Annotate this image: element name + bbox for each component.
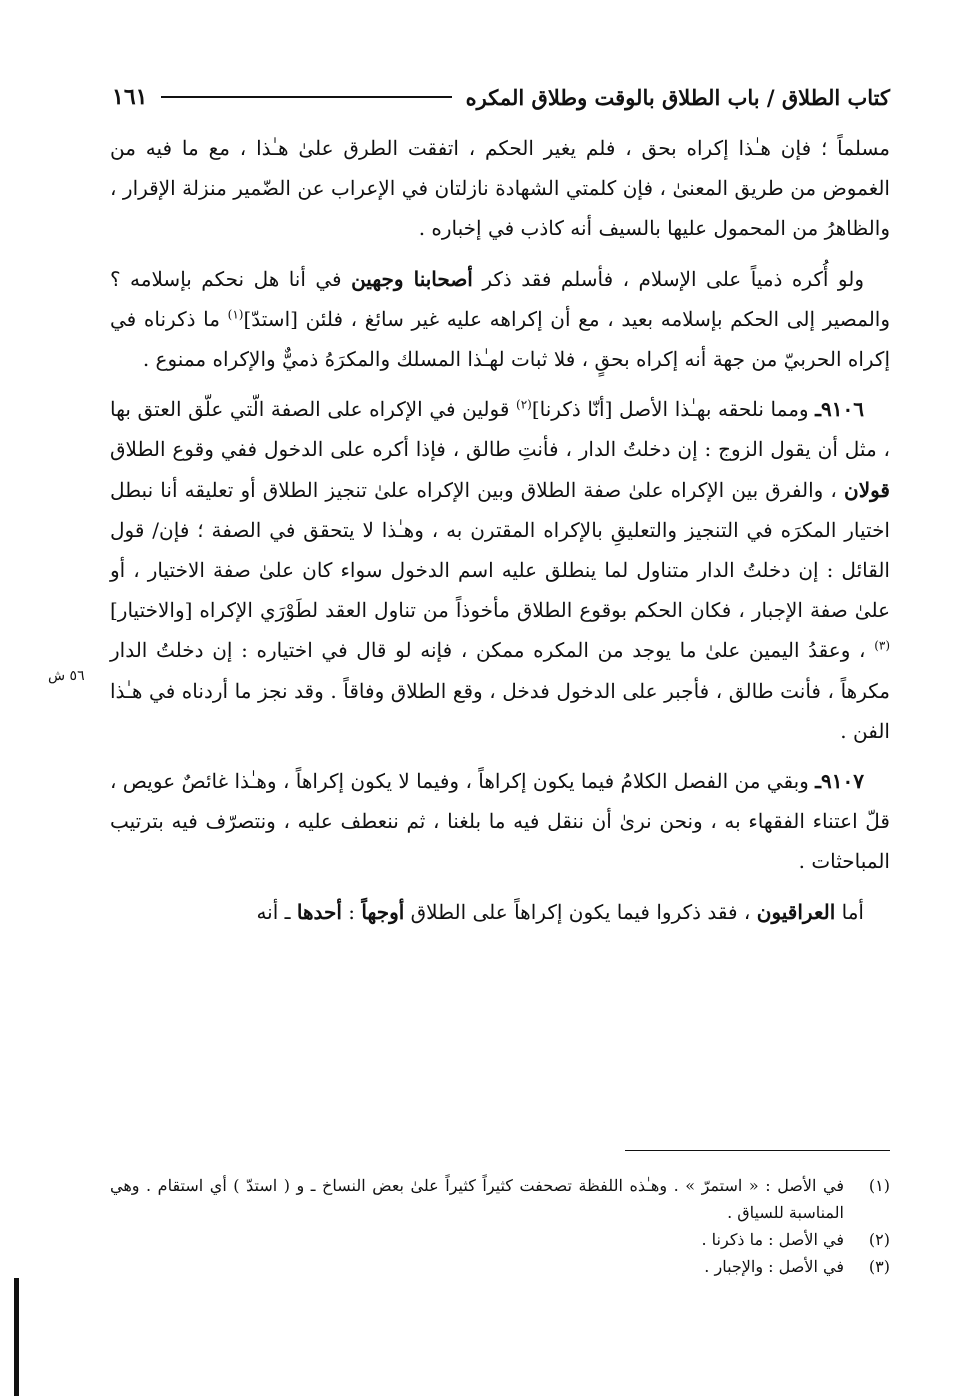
footnote-separator [625, 1150, 890, 1151]
bold-term: أحدها [296, 899, 342, 924]
text-run: أما [841, 899, 864, 924]
footnote-number: (٣) [868, 1257, 890, 1276]
section-number: ٩١٠٧ـ [815, 769, 864, 794]
paragraph-5 [110, 892, 890, 932]
running-header [112, 80, 890, 114]
section-number: ٩١٠٦ـ [815, 397, 864, 422]
text-run: قولين في الإكراه على الصفة الّتي علّق العتق بها ، مثل أن يقول الزوج : إن دخلتُ الدار ، فأنتِ طالق ، فإذا أكره على الدخول ففي وقوع الطلاق [110, 397, 890, 462]
footnote-text: في الأصل : ما ذكرنا . [701, 1230, 844, 1249]
footnote-text: في الأصل : « استمرّ » . وهـٰذه اللفظة تصحفت كثيراً كثيراً علىٰ بعض النساخ ـ و ( استدّ ) أي استقام . وهي المناسبة للسياق . [110, 1176, 844, 1222]
bold-term: العراقيون [756, 899, 836, 924]
paragraph-3 [110, 389, 890, 751]
bold-term: أصحابنا وجهين [351, 266, 473, 291]
text-run: ـ أنه [256, 899, 291, 924]
footnote-text: في الأصل : والإجبار . [704, 1257, 844, 1276]
paragraph-2 [110, 259, 890, 380]
text-run: ، والفرق بين الإكراه علىٰ صفة الطلاق وبين الإكراه علىٰ تنجيز الطلاق أو تعليقه أنا نبطل اختيار المكرَه في التنجيز والتعليقِ بالإكراه المقترن به ، وهـٰذا لا يتحقق في الصفة ؛ فإن/ قول القائل : إن دخلتُ الدار متناول لما ينطلق عليه اسم الدخول سواء كان علىٰ صفة الاختيار ، أو علىٰ صفة الإجبار ، فكان الحكم بوقوع الطلاق مأخوذاً من تناول العقد لطَوْرَي الإكراه [والاختيار] [110, 477, 890, 623]
footnote-ref-3: (٣) [874, 638, 891, 653]
paragraph-4 [110, 761, 890, 882]
scan-edge-mark [14, 1278, 19, 1396]
footnote-1 [110, 1172, 890, 1226]
footnote-2 [110, 1226, 890, 1253]
footnote-ref-2: (٢) [516, 397, 532, 412]
text-run: في أنا هل نحكم بإسلامه ؟ والمصير إلى الحكم بإسلامه بعيد ، مع أن إكراهه عليه غير سائغ ، فلئن [استدّ] [110, 266, 891, 331]
footnote-number: (٢) [868, 1230, 890, 1249]
text-run: ومما نلحقه بهـٰذا الأصل [أنّا ذكرنا] [531, 397, 809, 422]
text-run: ما ذكرناه في إكراه الحربيّ من جهة أنه إكراه بحقٍ ، فلا ثبات لهـٰذا المسلك والمكرَهُ ذميٌّ والإكراه ممنوع . [110, 306, 890, 372]
paragraph-1: مسلماً ؛ فإن هـٰذا إكراه بحق ، فلم يغير الحكم ، اتفقت الطرق علىٰ هـٰذا ، مع ما فيه من الغموض من طريق المعنىٰ ، فإن كلمتي الشهادة نازلتان في الإعراب عن الضّمير منزلة الإقرار ، والظاهرُ من المحمول عليها بالسيف أنه كاذب في إخباره . [110, 136, 890, 241]
header-rule [161, 96, 451, 98]
bold-term: قولان [844, 477, 890, 502]
main-text [110, 128, 890, 932]
text-run: ، فقد ذكروا فيما يكون إكراهاً على الطلاق [410, 899, 751, 924]
footnote-ref-1: (١) [227, 307, 244, 322]
bold-term: أوجهاً [361, 899, 405, 924]
page-number: ١٦١ [112, 84, 148, 110]
text-run: ولو أُكره ذمياً على الإسلام ، فأسلم فقد ذكر [482, 266, 865, 291]
footnote-3 [110, 1253, 890, 1280]
footnotes [110, 1172, 890, 1280]
text-run: وبقي من الفصل الكلامُ فيما يكون إكراهاً ، وفيما لا يكون إكراهاً ، وهـٰذا غائصٌ عويص ، قلّ اعتناء الفقهاء به ، ونحن نرىٰ أن ننقل فيه ما بلغنا ، ثم ننعطف عليه ، ونتصرّف فيه بترتيب المباحثات . [109, 769, 890, 874]
margin-note: ٥٦ ش [48, 668, 85, 684]
text-run: : [348, 899, 356, 924]
text-run: ، وعقدُ اليمين علىٰ ما يوجد من المكره ممكن ، فإنه لو قال في اختياره : إن دخلتُ الدار مكرهاً ، فأنت طالق ، فأجبر على الدخول فدخل ، وقع الطلاق وفاقاً . وقد نجز ما أردناه في هـٰذا الفن . [110, 638, 890, 743]
footnote-number: (١) [868, 1176, 890, 1195]
chapter-title: كتاب الطلاق / باب الطلاق بالوقت وطلاق المكره [465, 84, 890, 110]
